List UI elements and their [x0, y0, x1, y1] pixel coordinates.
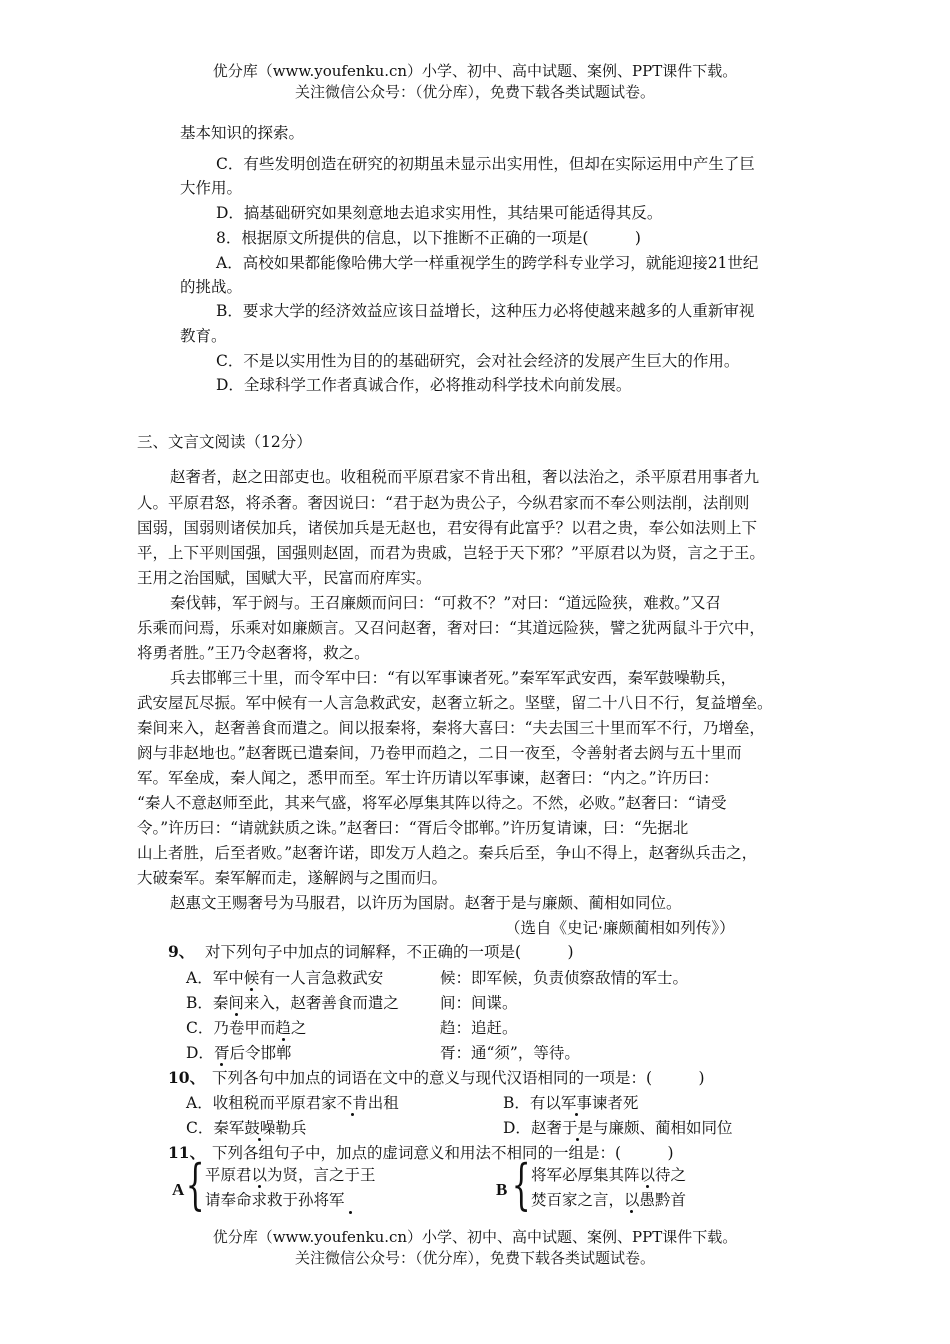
passage-line: 令。”许历曰：“请就鈇质之诛。”赵奢曰：“胥后令邯郸。”许历复请谏，曰：“先据北: [137, 819, 689, 837]
passage-line: 军。军垒成，秦人闻之，悉甲而至。军士许历请以军事谏，赵奢曰：“内之。”许历曰：: [137, 769, 719, 787]
q9-option-d-explanation: 胥：通“须”，等待。: [440, 1044, 580, 1062]
q9-number: 9、: [168, 942, 195, 961]
q11-group-b-line1: 将军必厚集其阵以待之: [531, 1166, 687, 1184]
passage-line: 赵奢者，赵之田部吏也。收租税而平原君家不肯出租，奢以法治之，杀平原君用事者九: [170, 468, 760, 486]
passage-line: 国弱，国弱则诸侯加兵，诸侯加兵是无赵也，君安得有此富乎？以君之贵，奉公如法则上下: [137, 519, 758, 537]
page-header-line2: 关注微信公众号：（优分库），免费下载各类试题试卷。: [294, 83, 655, 101]
q9-option-b: B．秦间来入，赵奢善食而遣之: [186, 994, 399, 1012]
q11-group-a-brace: {: [185, 1153, 205, 1216]
q10-number: 10、: [168, 1068, 206, 1087]
q10-option-d: D．赵奢于是与廉颇、蔺相如同位: [503, 1119, 733, 1137]
passage-line: 乐乘而问焉，乐乘对如廉颇言。又召问赵奢，奢对曰：“其道远险狭，譬之犹两鼠斗于穴中，: [137, 619, 765, 637]
passage-line: 阏与非赵地也。”赵奢既已遣秦间，乃卷甲而趋之，二日一夜至，令善射者去阏与五十里而: [137, 744, 742, 762]
dotted-word: 以: [251, 1166, 268, 1184]
q8-option-d: D．全球科学工作者真诚合作，必将推动科学技术向前发展。: [216, 376, 632, 394]
continuation-line: 基本知识的探索。: [180, 124, 305, 142]
passage-line: 大破秦军。秦军解而走，遂解阏与之围而归。: [137, 869, 448, 887]
passage-line: 将勇者胜。”王乃令赵奢将，救之。: [137, 644, 370, 662]
q11-number: 11、: [168, 1143, 206, 1162]
passage-line: 王用之治国赋，国赋大平，民富而府库实。: [137, 569, 432, 587]
q9-option-a-explanation: 候：即军候，负责侦察敌情的军士。: [440, 969, 689, 987]
passage-line: 人。平原君怒，将杀奢。奢因说曰：“君于赵为贵公子，今纵君家而不奉公则法削，法削则: [137, 494, 750, 512]
q8-option-c: C．不是以实用性为目的的基础研究，会对社会经济的发展产生巨大的作用。: [216, 352, 740, 370]
q9-option-c: C．乃卷甲而趋之: [186, 1019, 307, 1037]
q10-option-b: B．有以军事谏者死: [503, 1094, 639, 1112]
dotted-word: 不肯: [336, 1094, 368, 1112]
emphasis-dot: [349, 1211, 352, 1214]
dotted-word: 于是: [561, 1119, 593, 1137]
q10-option-c: C．秦军鼓噪勒兵: [186, 1119, 307, 1137]
q7-option-c-line1: C．有些发明创造在研究的初期虽未显示出实用性，但却在实际运用中产生了巨: [216, 155, 755, 173]
q8-stem: 8．根据原文所提供的信息，以下推断不正确的一项是( ): [216, 229, 641, 247]
dotted-word: 鼓噪: [244, 1119, 276, 1137]
passage-line: 秦伐韩，军于阏与。王召廉颇而问曰：“可救不？”对曰：“道远险狭，难救。”又召: [170, 594, 721, 612]
page-header-line1: 优分库（www.youfenku.cn）小学、初中、高中试题、案例、PPT课件下载。: [212, 62, 738, 80]
dotted-word: 间: [228, 994, 244, 1012]
dotted-word: 趋: [275, 1019, 291, 1037]
q7-option-c-line2: 大作用。: [180, 179, 243, 197]
page-footer-line2: 关注微信公众号：（优分库），免费下载各类试题试卷。: [294, 1249, 655, 1267]
q11-stem: 下列各组句子中，加点的虚词意义和用法不相同的一组是：( ): [212, 1144, 674, 1162]
q7-option-d: D．搞基础研究如果刻意地去追求实用性，其结果可能适得其反。: [216, 204, 663, 222]
passage-line: 兵去邯郸三十里，而令军中曰：“有以军事谏者死。”秦军军武安西，秦军鼓噪勒兵，: [170, 669, 737, 687]
section-3-title: 三、文言文阅读（12分）: [137, 433, 312, 451]
q9-option-d: D．胥后令邯郸: [186, 1044, 292, 1062]
dotted-word: 以: [624, 1191, 640, 1209]
dotted-word: 以: [639, 1166, 656, 1184]
passage-source: （选自《史记·廉颇蔺相如列传》）: [505, 919, 735, 937]
passage-line: “秦人不意赵师至此，其来气盛，将军必厚集其阵以待之。不然，必败。”赵奢曰：“请受: [137, 794, 727, 812]
q9-option-a: A．军中候有一人言急救武安: [186, 969, 384, 987]
q10-stem: 下列各句中加点的词语在文中的意义与现代汉语相同的一项是：( ): [212, 1069, 705, 1087]
q9-stem: 对下列句子中加点的词解释，不正确的一项是( ): [205, 943, 574, 961]
dotted-word: 军事: [560, 1094, 592, 1112]
q11-group-b-label: B: [496, 1180, 508, 1199]
passage-line: 秦间来入，赵奢善食而遣之。间以报秦将，秦将大喜曰：“夫去国三十里而军不行，乃增垒，: [137, 719, 765, 737]
page-footer-line1: 优分库（www.youfenku.cn）小学、初中、高中试题、案例、PPT课件下载。: [212, 1228, 738, 1246]
q11-group-a-line1: 平原君以为贤，言之于王: [205, 1166, 376, 1184]
passage-line: 山上者胜，后至者败。”赵奢许诺，即发万人趋之。秦兵后至，争山不得上，赵奢纵兵击之，: [137, 844, 758, 862]
dotted-word: 候: [243, 969, 260, 987]
passage-line: 武安屋瓦尽振。军中候有一人言急救武安，赵奢立斩之。坚壁，留二十八日不行，复益增垒。: [137, 694, 773, 712]
dotted-word: 胥: [213, 1044, 230, 1062]
q8-option-a-line2: 的挑战。: [180, 278, 243, 296]
passage-line: 平，上下平则国强，国强则赵固，而君为贵戚，岂轻于天下邪？”平原君以为贤，言之于王。: [137, 544, 765, 562]
q8-option-b-line2: 教育。: [180, 327, 227, 345]
q8-option-b-line1: B．要求大学的经济效益应该日益增长，这种压力必将使越来越多的人重新审视: [216, 302, 755, 320]
q8-option-a-line1: A．高校如果都能像哈佛大学一样重视学生的跨学科专业学习，就能迎接21世纪: [216, 254, 759, 272]
q11-group-a-label: A: [172, 1180, 185, 1199]
passage-line: 赵惠文王赐奢号为马服君，以许历为国尉。赵奢于是与廉颇、蔺相如同位。: [170, 894, 682, 912]
q11-group-a-line2: 请奉命求救于孙将军: [205, 1191, 345, 1209]
q9-option-b-explanation: 间：间谍。: [440, 994, 518, 1012]
q11-group-b-brace: {: [511, 1153, 531, 1216]
q11-group-b-line2: 焚百家之言，以愚黔首: [531, 1191, 687, 1209]
q10-option-a: A．收租税而平原君家不肯出租: [186, 1094, 399, 1112]
q9-option-c-explanation: 趋：追赶。: [440, 1019, 518, 1037]
